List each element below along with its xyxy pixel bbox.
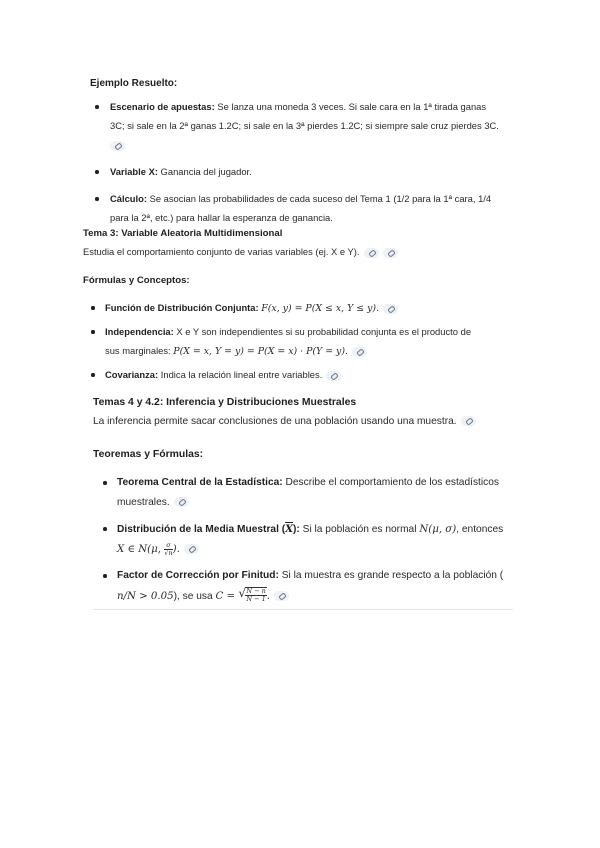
link-icon[interactable] — [352, 347, 367, 357]
intro-text: La inferencia permite sacar conclusiones de una población usando una muestra. — [93, 416, 457, 427]
link-icon[interactable] — [326, 371, 341, 381]
link-icon[interactable] — [383, 304, 398, 314]
bullet — [103, 527, 107, 531]
divider — [93, 609, 513, 610]
list-item — [105, 365, 525, 384]
item-text: X e Y son independientes si su probabilidad conjunta es el producto de — [173, 326, 472, 337]
item-label: Factor de Corrección por Finitud: — [117, 570, 279, 581]
bullet — [91, 373, 95, 377]
link-icon[interactable] — [174, 497, 189, 507]
item-label: Covarianza: — [105, 369, 159, 380]
formula: n/N > 0.05 — [117, 591, 174, 602]
section-heading: Tema 3: Variable Aleatoria Multidimensional — [83, 228, 283, 239]
list-item — [110, 162, 530, 181]
section-intro — [93, 412, 600, 432]
item-text-cont: sus marginales: — [105, 345, 174, 356]
list-item — [110, 97, 530, 154]
tema3-list — [105, 298, 525, 384]
item-text: Se asocian las probabilidades de cada suceso del Tema 1 (1/2 para la 1ª cara, 1/4 — [146, 193, 492, 204]
ejemplo-list — [110, 97, 530, 227]
item-text: , entonces — [456, 524, 504, 535]
link-icon[interactable] — [274, 591, 289, 601]
item-text-cont: muestrales. — [117, 497, 170, 508]
item-text: Describe el comportamiento de los estadísticos — [282, 477, 500, 488]
formula: X ∈ N(μ, $\frac{\sigma}{√n}$ ). — [117, 540, 180, 557]
link-icon[interactable] — [461, 416, 476, 426]
section-intro — [83, 242, 600, 261]
section-heading: Temas 4 y 4.2: Inferencia y Distribuciones Muestrales — [93, 397, 357, 408]
formula: P(X = x, Y = y) = P(X = x) · P(Y = y). — [173, 346, 348, 357]
bullet — [103, 574, 107, 578]
bullet — [95, 170, 99, 174]
list-item — [105, 298, 525, 318]
bullet — [91, 306, 95, 310]
item-label: Distribución de la Media Muestral $(\overline{X})$: — [117, 523, 300, 535]
item-text: Ganancia del jugador. — [157, 166, 252, 177]
item-text: Indica la relación lineal entre variables. — [158, 369, 323, 380]
list-item — [117, 519, 537, 560]
item-label: Escenario de apuestas: — [110, 101, 215, 112]
item-text-cont: para la 2ª, etc.) para hallar la esperanza de ganancia. — [110, 212, 333, 223]
link-icon[interactable] — [184, 544, 199, 554]
section-heading: Ejemplo Resuelto: — [90, 78, 178, 89]
list-item — [117, 566, 537, 607]
item-label: Variable X: — [110, 166, 158, 177]
temas4-section — [93, 397, 600, 460]
bullet — [91, 330, 95, 334]
item-text: Si la población es normal — [299, 524, 420, 535]
formula: C = √ $\frac{N - n}{N - 1}$ . — [216, 591, 271, 602]
bullet — [95, 197, 99, 201]
tema3-section — [83, 228, 600, 286]
link-icon[interactable] — [364, 248, 379, 258]
formula: F(x, y) = P(X ≤ x, Y ≤ y). — [261, 303, 380, 314]
item-label: Cálculo: — [110, 193, 147, 204]
item-text-cont: 3C; si sale en la 2ª ganas 1.2C; si sale en la 3ª pierdes 1.2C; si siempre sale cruz pierdes 3C. — [110, 120, 499, 131]
bullet — [103, 481, 107, 485]
subsection-heading: Teoremas y Fórmulas: — [93, 449, 204, 460]
item-label: Independencia: — [105, 326, 174, 337]
formula: N(μ, σ) — [419, 524, 457, 535]
list-item — [105, 322, 525, 361]
item-text: Si la muestra es grande respecto a la población ( — [278, 570, 504, 581]
list-item — [110, 189, 530, 227]
item-label: Función de Distribución Conjunta: — [105, 302, 259, 313]
bullet — [95, 105, 99, 109]
subsection-heading: Fórmulas y Conceptos: — [83, 275, 190, 286]
temas4-list — [117, 473, 537, 607]
list-item — [117, 473, 537, 513]
ejemplo-section — [90, 78, 600, 89]
intro-text: Estudia el comportamiento conjunto de varias variables (ej. X e Y). — [83, 246, 360, 257]
link-icon[interactable] — [383, 248, 398, 258]
item-text: ), se usa — [173, 591, 216, 602]
link-icon[interactable] — [110, 141, 125, 151]
item-label: Teorema Central de la Estadística: — [117, 477, 283, 488]
item-text: Se lanza una moneda 3 veces. Si sale cara en la 1ª tirada ganas — [214, 101, 487, 112]
